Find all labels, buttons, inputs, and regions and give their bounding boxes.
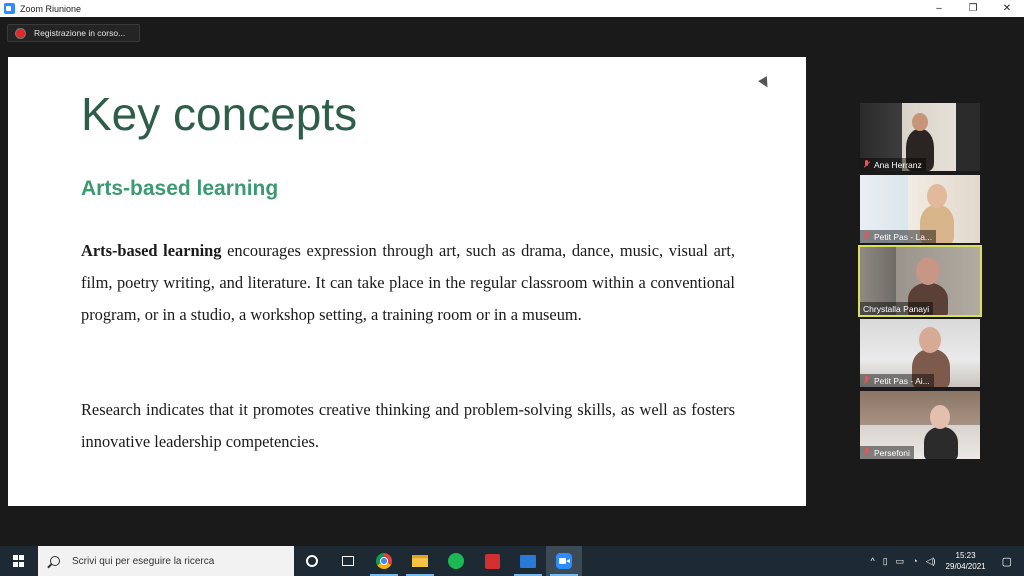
participant-name: Persefoni bbox=[874, 447, 910, 458]
participant-name-label bbox=[860, 374, 934, 387]
participant-name-label bbox=[860, 302, 933, 315]
mic-muted-icon bbox=[863, 232, 870, 241]
slide-paragraph-1 bbox=[81, 235, 735, 331]
acrobat-icon[interactable] bbox=[474, 546, 510, 576]
close-button[interactable]: ✕ bbox=[1002, 3, 1012, 14]
windows-logo-icon bbox=[13, 555, 25, 567]
record-icon bbox=[16, 29, 25, 38]
clock-time: 15:23 bbox=[955, 551, 976, 560]
wifi-icon[interactable]: ◔ bbox=[912, 556, 918, 566]
slide-paragraph-2: Research indicates that it promotes creative thinking and problem-solving skills, as well as fosters innovative leadership competencies. bbox=[81, 400, 735, 451]
mic-muted-icon bbox=[863, 160, 870, 169]
participant-video-tile[interactable] bbox=[860, 391, 980, 459]
window-controls bbox=[922, 0, 1024, 17]
slide-subtitle: Arts-based learning bbox=[81, 177, 279, 200]
clock-date: 29/04/2021 bbox=[945, 562, 986, 571]
file-explorer-icon[interactable] bbox=[402, 546, 438, 576]
participant-name-label bbox=[860, 230, 936, 243]
windows-taskbar bbox=[0, 546, 1024, 576]
slide-title: Key concepts bbox=[81, 88, 358, 140]
participant-head bbox=[916, 257, 940, 285]
search-placeholder: Scrivi qui per eseguire la ricerca bbox=[72, 555, 215, 567]
participant-head bbox=[912, 113, 928, 131]
paragraph-bold-term: Arts-based learning bbox=[81, 241, 222, 260]
photos-icon[interactable] bbox=[510, 546, 546, 576]
zoom-app-icon bbox=[4, 3, 15, 14]
taskbar-search-box[interactable] bbox=[38, 546, 294, 576]
minimize-button[interactable]: – bbox=[936, 3, 942, 14]
participant-name: Ana Herranz bbox=[874, 159, 922, 170]
recording-indicator[interactable] bbox=[7, 24, 140, 42]
cortana-icon[interactable] bbox=[294, 546, 330, 576]
volume-icon[interactable]: ◁) bbox=[925, 555, 936, 566]
participant-name: Petit Pas - La... bbox=[874, 231, 933, 242]
task-view-icon[interactable] bbox=[330, 546, 366, 576]
mouse-cursor-icon bbox=[758, 76, 772, 90]
start-button[interactable] bbox=[0, 546, 38, 576]
chrome-icon[interactable] bbox=[366, 546, 402, 576]
search-icon bbox=[50, 556, 60, 566]
notifications-icon[interactable]: ▢ bbox=[1001, 555, 1012, 568]
participant-head bbox=[927, 184, 947, 208]
participant-name: Chrystalla Panayi bbox=[863, 303, 930, 314]
recording-label: Registrazione in corso... bbox=[34, 28, 126, 38]
system-tray bbox=[866, 546, 1024, 576]
participant-figure bbox=[924, 427, 958, 459]
maximize-button[interactable]: ❐ bbox=[968, 3, 978, 14]
participant-head bbox=[930, 405, 950, 429]
spotify-icon[interactable] bbox=[438, 546, 474, 576]
participant-video-tile[interactable] bbox=[860, 319, 980, 387]
device-icon[interactable]: ▯ bbox=[882, 555, 888, 566]
window-titlebar bbox=[0, 0, 1024, 17]
tray-chevron-icon[interactable]: ^ bbox=[870, 556, 875, 566]
system-clock[interactable] bbox=[946, 550, 986, 572]
paragraph-1-text: encourages expression through art, such as drama, dance, music, visual art, film, poetry writing, and literature. It can take place in the regular classroom within a conventional program, or in a studio, a workshop setting, a training room or in a museum. bbox=[81, 241, 735, 324]
window-title: Zoom Riunione bbox=[20, 3, 82, 14]
participant-video-tile[interactable] bbox=[860, 103, 980, 171]
participant-video-tile[interactable] bbox=[860, 175, 980, 243]
mic-muted-icon bbox=[863, 376, 870, 385]
zoom-icon[interactable] bbox=[546, 546, 582, 576]
battery-icon[interactable]: ▭ bbox=[895, 555, 905, 566]
mic-muted-icon bbox=[863, 448, 870, 457]
participant-video-tile-active-speaker[interactable] bbox=[858, 245, 982, 317]
participant-name-label bbox=[860, 158, 926, 171]
participant-name: Petit Pas - Ai... bbox=[874, 375, 930, 386]
participant-head bbox=[919, 327, 941, 353]
participant-name-label bbox=[860, 446, 914, 459]
shared-screen-slide bbox=[8, 57, 806, 506]
